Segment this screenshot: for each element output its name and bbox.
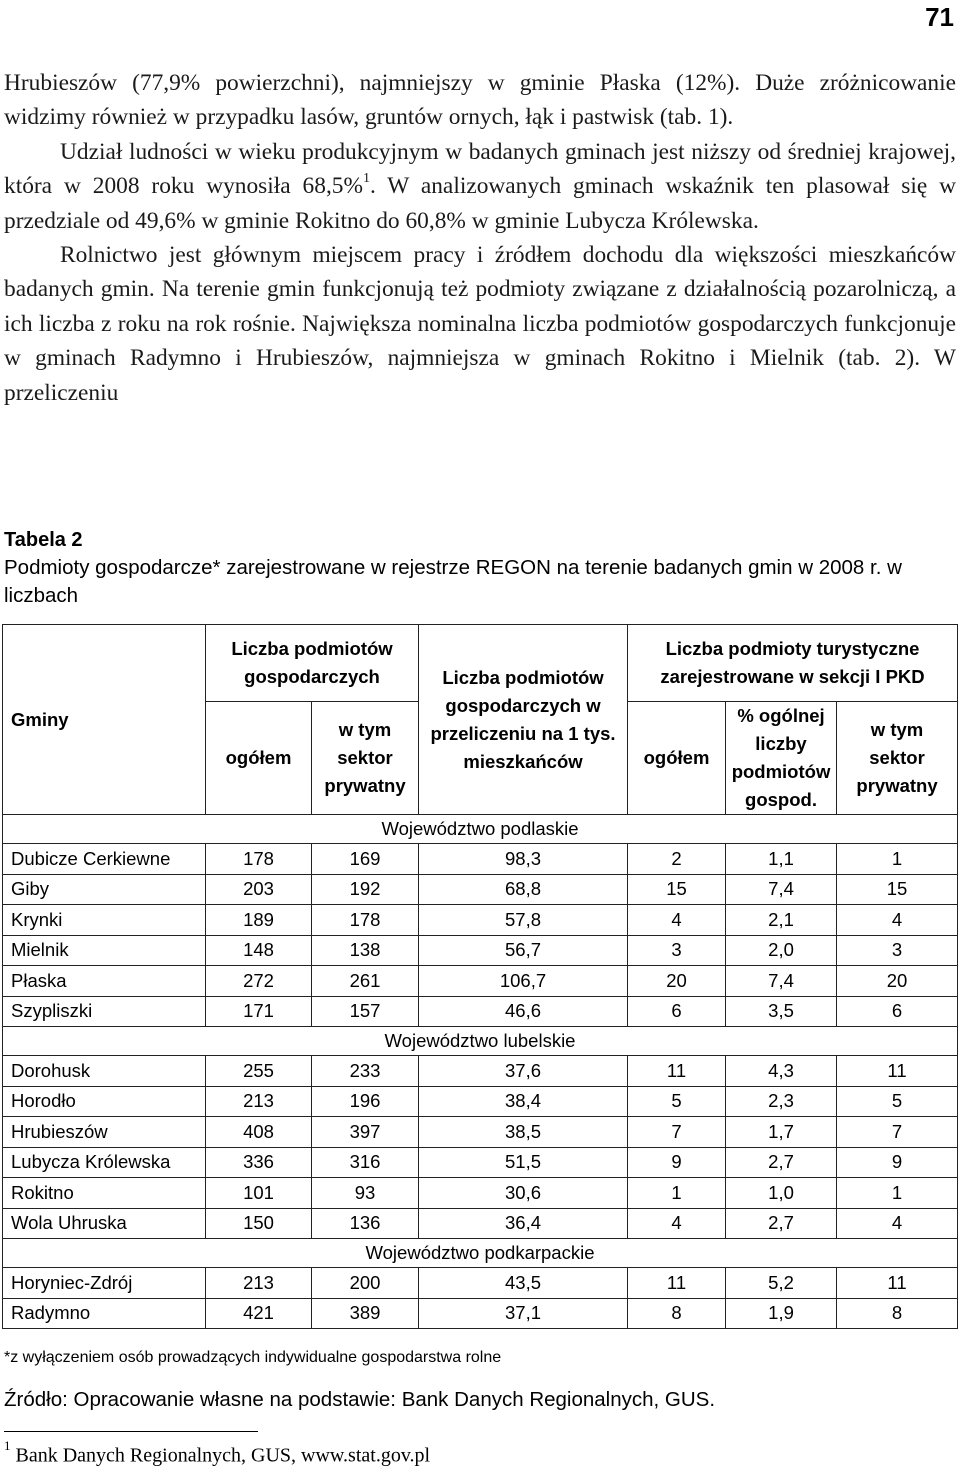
table-label: Tabela 2	[4, 529, 83, 551]
table-cell: 397	[312, 1117, 419, 1148]
table-caption	[4, 526, 960, 610]
table-row	[3, 1117, 958, 1148]
table-cell: 157	[312, 996, 419, 1027]
table-cell: 51,5	[419, 1147, 628, 1178]
table-cell: 233	[312, 1056, 419, 1087]
table-cell: 1,0	[726, 1178, 837, 1209]
table-cell: 3,5	[726, 996, 837, 1027]
header-per-capita: Liczba podmiotów gospodarczych w przeliczeniu na 1 tys. mieszkańców	[419, 625, 628, 815]
table-row	[3, 1298, 958, 1329]
table-cell: 189	[206, 905, 312, 936]
table-cell: 3	[837, 935, 958, 966]
table-cell: 43,5	[419, 1268, 628, 1299]
table-cell: 2	[628, 844, 726, 875]
table-cell: 171	[206, 996, 312, 1027]
table-cell: 178	[312, 905, 419, 936]
table-cell: 37,6	[419, 1056, 628, 1087]
table-row	[3, 966, 958, 997]
footnote-number: 1	[4, 1438, 11, 1453]
table-cell: 421	[206, 1298, 312, 1329]
table-cell: 150	[206, 1208, 312, 1239]
section-heading: Województwo podkarpackie	[3, 1239, 958, 1268]
table-cell: 7	[628, 1117, 726, 1148]
table-cell: 7	[837, 1117, 958, 1148]
body-text	[4, 66, 956, 410]
table-row	[3, 1268, 958, 1299]
gmina-name-cell: Dubicze Cerkiewne	[3, 844, 206, 875]
table-cell: 98,3	[419, 844, 628, 875]
footnote-divider	[4, 1431, 258, 1432]
table-cell: 38,5	[419, 1117, 628, 1148]
table-cell: 2,0	[726, 935, 837, 966]
table-row	[3, 1056, 958, 1087]
gmina-name-cell: Horyniec-Zdrój	[3, 1268, 206, 1299]
table-cell: 1,1	[726, 844, 837, 875]
table-cell: 68,8	[419, 874, 628, 905]
table-cell: 4,3	[726, 1056, 837, 1087]
gmina-name-cell: Giby	[3, 874, 206, 905]
gmina-name-cell: Wola Uhruska	[3, 1208, 206, 1239]
table-cell: 7,4	[726, 966, 837, 997]
table-cell: 336	[206, 1147, 312, 1178]
table-cell: 46,6	[419, 996, 628, 1027]
gmina-name-cell: Lubycza Królewska	[3, 1147, 206, 1178]
table-cell: 255	[206, 1056, 312, 1087]
gmina-name-cell: Mielnik	[3, 935, 206, 966]
header-ogolem-tur: ogółem	[628, 702, 726, 815]
gmina-name-cell: Rokitno	[3, 1178, 206, 1209]
table-cell: 138	[312, 935, 419, 966]
table-cell: 1	[628, 1178, 726, 1209]
table-row	[3, 935, 958, 966]
table-cell: 136	[312, 1208, 419, 1239]
page-number: 71	[925, 2, 954, 32]
table-cell: 5	[628, 1086, 726, 1117]
table-cell: 6	[837, 996, 958, 1027]
table-cell: 169	[312, 844, 419, 875]
table-cell: 8	[628, 1298, 726, 1329]
table-cell: 15	[837, 874, 958, 905]
gmina-name-cell: Horodło	[3, 1086, 206, 1117]
table-cell: 1,7	[726, 1117, 837, 1148]
section-heading: Województwo lubelskie	[3, 1027, 958, 1056]
table-row	[3, 844, 958, 875]
table-cell: 9	[628, 1147, 726, 1178]
table-cell: 213	[206, 1086, 312, 1117]
section-heading: Województwo podlaskie	[3, 815, 958, 844]
footnote	[4, 1438, 431, 1468]
header-group-podmioty: Liczba podmiotów gospodarczych	[206, 625, 419, 702]
table-cell: 148	[206, 935, 312, 966]
gmina-name-cell: Hrubieszów	[3, 1117, 206, 1148]
table-cell: 57,8	[419, 905, 628, 936]
table-cell: 20	[628, 966, 726, 997]
table-cell: 7,4	[726, 874, 837, 905]
footnote-text: Bank Danych Regionalnych, GUS, www.stat.gov.pl	[15, 1444, 431, 1467]
section-row	[3, 1027, 958, 1056]
table-title: Podmioty gospodarcze* zarejestrowane w rejestrze REGON na terenie badanych gmin w 2008 r. w liczbach	[4, 556, 902, 607]
paragraph-2	[4, 135, 956, 238]
table-cell: 37,1	[419, 1298, 628, 1329]
header-prywatny-tur: w tym sektor prywatny	[837, 702, 958, 815]
table-body	[3, 815, 958, 1329]
table-cell: 38,4	[419, 1086, 628, 1117]
section-row	[3, 1239, 958, 1268]
table-cell: 5,2	[726, 1268, 837, 1299]
table-cell: 101	[206, 1178, 312, 1209]
table-cell: 36,4	[419, 1208, 628, 1239]
table-cell: 30,6	[419, 1178, 628, 1209]
table-cell: 4	[837, 905, 958, 936]
table-cell: 106,7	[419, 966, 628, 997]
table-row	[3, 1147, 958, 1178]
table-cell: 3	[628, 935, 726, 966]
table-cell: 11	[837, 1056, 958, 1087]
table-cell: 11	[628, 1056, 726, 1087]
table-cell: 200	[312, 1268, 419, 1299]
gmina-name-cell: Dorohusk	[3, 1056, 206, 1087]
section-row	[3, 815, 958, 844]
gmina-name-cell: Szypliszki	[3, 996, 206, 1027]
header-prywatny: w tym sektor prywatny	[312, 702, 419, 815]
paragraph-3: Rolnictwo jest głównym miejscem pracy i źródłem dochodu dla większości mieszkańców badanych gmin. Na terenie gmin funkcjonują też podmioty związane z działalnością pozarolniczą, a ich liczba z roku na rok rośnie. Największa nominalna liczba podmiotów gospodarczych funkcjonuje w gminach Radymno i Hrubieszów, najmniejsza w gminach Rokitno i Mielnik (tab. 2). W przeliczeniu	[4, 242, 956, 406]
table-cell: 213	[206, 1268, 312, 1299]
header-gminy: Gminy	[3, 625, 206, 815]
table-row	[3, 905, 958, 936]
table-cell: 4	[837, 1208, 958, 1239]
paragraph-2-text-a: Udział ludności w wieku produkcyjnym w badanych gminach jest niższy od średniej krajowej, która w 2008 roku wynosiła 68,5%	[4, 138, 956, 200]
table-row	[3, 1086, 958, 1117]
table-row	[3, 996, 958, 1027]
gmina-name-cell: Radymno	[3, 1298, 206, 1329]
table-cell: 272	[206, 966, 312, 997]
table-cell: 196	[312, 1086, 419, 1117]
table-cell: 5	[837, 1086, 958, 1117]
table-source: Źródło: Opracowanie własne na podstawie: Bank Danych Regionalnych, GUS.	[4, 1388, 716, 1411]
table-cell: 192	[312, 874, 419, 905]
table-cell: 6	[628, 996, 726, 1027]
table-cell: 408	[206, 1117, 312, 1148]
footnote-ref: 1	[362, 171, 370, 187]
table-note: *z wyłączeniem osób prowadzących indywidualne gospodarstwa rolne	[4, 1349, 502, 1366]
table-cell: 1,9	[726, 1298, 837, 1329]
table-cell: 261	[312, 966, 419, 997]
header-group-turystyczne: Liczba podmioty turystyczne zarejestrowane w sekcji I PKD	[628, 625, 958, 702]
header-percent: % ogólnej liczby podmiotów gospod.	[726, 702, 837, 815]
header-ogolem: ogółem	[206, 702, 312, 815]
table-cell: 9	[837, 1147, 958, 1178]
table-cell: 11	[837, 1268, 958, 1299]
table-cell: 15	[628, 874, 726, 905]
table-cell: 1	[837, 844, 958, 875]
table-cell: 178	[206, 844, 312, 875]
table-cell: 11	[628, 1268, 726, 1299]
table-cell: 8	[837, 1298, 958, 1329]
table-cell: 93	[312, 1178, 419, 1209]
gmina-name-cell: Krynki	[3, 905, 206, 936]
table-row	[3, 874, 958, 905]
table-row	[3, 1208, 958, 1239]
table-cell: 2,7	[726, 1147, 837, 1178]
table-cell: 4	[628, 1208, 726, 1239]
table-cell: 203	[206, 874, 312, 905]
table-cell: 20	[837, 966, 958, 997]
table-cell: 2,7	[726, 1208, 837, 1239]
table-cell: 56,7	[419, 935, 628, 966]
table-cell: 2,1	[726, 905, 837, 936]
paragraph-2-text-b: . W analizowanych gminach wskaźnik ten plasował się w przedziale od 49,6% w gminie Rokitno do 60,8% w gminie Lubycza Królewska.	[4, 173, 956, 234]
table-cell: 316	[312, 1147, 419, 1178]
table-cell: 389	[312, 1298, 419, 1329]
table-cell: 2,3	[726, 1086, 837, 1117]
paragraph-1: Hrubieszów (77,9% powierzchni), najmniejszy w gminie Płaska (12%). Duże zróżnicowanie widzimy również w przypadku lasów, gruntów ornych, łąk i pastwisk (tab. 1).	[4, 70, 956, 131]
table-cell: 1	[837, 1178, 958, 1209]
table-cell: 4	[628, 905, 726, 936]
data-table	[2, 624, 958, 1329]
gmina-name-cell: Płaska	[3, 966, 206, 997]
table-row	[3, 1178, 958, 1209]
